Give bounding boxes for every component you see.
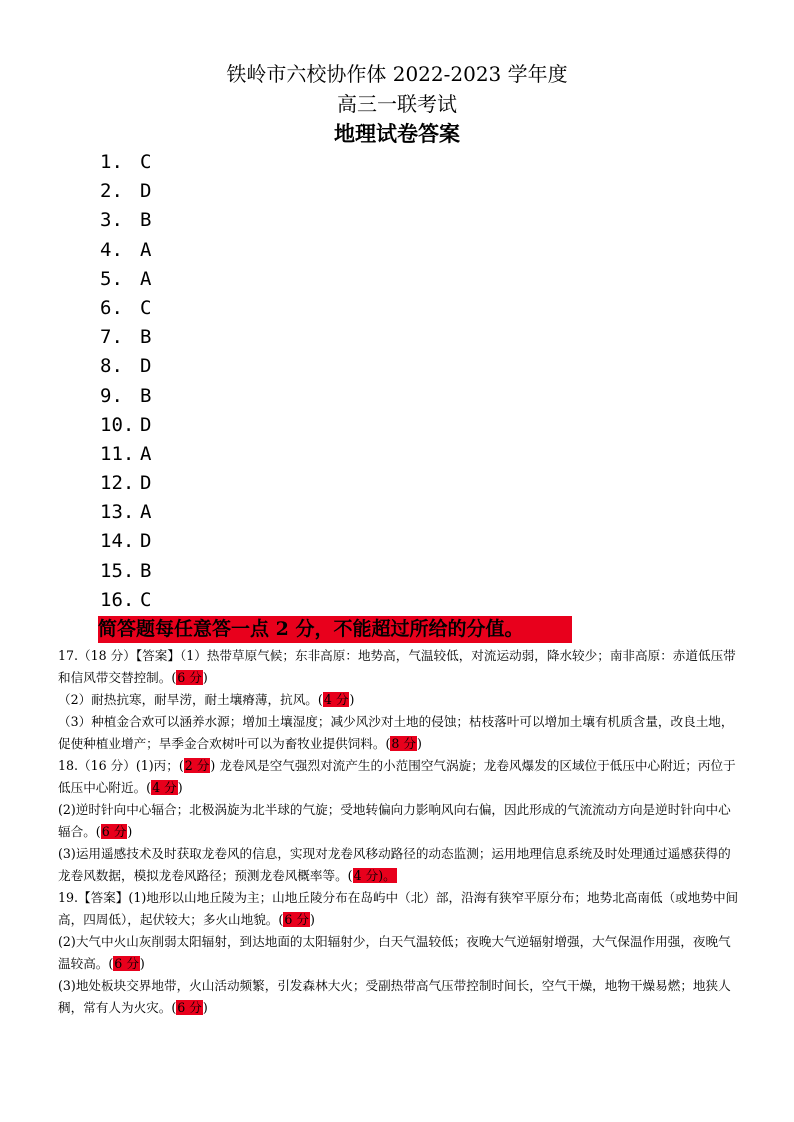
score-badge: 6 分 bbox=[177, 670, 202, 685]
mc-question-number: 2. bbox=[100, 180, 123, 203]
mc-question-number: 13. bbox=[100, 501, 135, 524]
question-17-answer bbox=[58, 645, 742, 755]
mc-answer-letter: B bbox=[140, 326, 152, 349]
score-badge: 8 分 bbox=[391, 736, 416, 751]
mc-question-number: 5. bbox=[100, 267, 123, 290]
multiple-choice-answer-list bbox=[100, 148, 151, 615]
score-badge: 2 分 bbox=[184, 758, 210, 773]
q19-part2: (2)大气中火山灰削弱太阳辐射，到达地面的太阳辐射少，白天气温较低；夜晚大气逆辐射增强，大气保温作用强，夜晚气温较高。(6 分) bbox=[58, 934, 731, 971]
mc-answer-item bbox=[100, 177, 151, 206]
mc-answer-item bbox=[100, 294, 151, 323]
mc-question-number: 15. bbox=[100, 559, 135, 582]
mc-answer-letter: D bbox=[140, 472, 152, 495]
q18-part3: (3)运用遥感技术及时获取龙卷风的信息，实现对龙卷风移动路径的动态监测；运用地理信息系统及时处理通过遥感获得的龙卷风数据，模拟龙卷风路径；预测龙卷风概率等。(4 分)。 bbox=[58, 846, 731, 883]
mc-answer-letter: C bbox=[140, 296, 152, 319]
mc-answer-letter: B bbox=[140, 209, 152, 232]
mc-answer-letter: B bbox=[140, 559, 152, 582]
score-badge: 6 分 bbox=[177, 1000, 202, 1015]
q17-part2: （2）耐热抗寒，耐旱涝，耐土壤瘠薄，抗风。(4 分) bbox=[58, 692, 355, 707]
mc-answer-item bbox=[100, 586, 151, 615]
question-19-answer bbox=[58, 887, 742, 1019]
mc-answer-item bbox=[100, 352, 151, 381]
mc-answer-letter: C bbox=[140, 588, 152, 611]
mc-answer-item bbox=[100, 469, 151, 498]
score-badge: 6 分 bbox=[284, 912, 309, 927]
q18-part2: (2)逆时针向中心辐合；北极涡旋为北半球的气旋；受地转偏向力影响风向右偏，因此形成的气流流动方向是逆时针向中心辐合。(6 分) bbox=[58, 802, 731, 839]
score-badge: 4 分 bbox=[152, 780, 177, 795]
mc-question-number: 8. bbox=[100, 355, 123, 378]
mc-answer-letter: A bbox=[140, 238, 152, 261]
header-exam-line: 高三一联考试 bbox=[337, 92, 457, 116]
mc-answer-item bbox=[100, 557, 151, 586]
mc-question-number: 4. bbox=[100, 238, 123, 261]
mc-answer-letter: A bbox=[140, 442, 152, 465]
mc-question-number: 12. bbox=[100, 472, 135, 495]
score-badge: 4 分)。 bbox=[353, 868, 396, 883]
mc-question-number: 11. bbox=[100, 442, 135, 465]
mc-answer-letter: D bbox=[140, 530, 152, 553]
score-badge: 6 分 bbox=[114, 956, 139, 971]
header-school-line: 铁岭市六校协作体 2022-2023 学年度 bbox=[226, 62, 568, 86]
mc-answer-item bbox=[100, 498, 151, 527]
mc-question-number: 7. bbox=[100, 326, 123, 349]
mc-answer-item bbox=[100, 382, 151, 411]
mc-answer-item bbox=[100, 527, 151, 556]
score-badge: 6 分 bbox=[101, 824, 127, 839]
mc-answer-letter: A bbox=[140, 267, 152, 290]
q17-part3: （3）种植金合欢可以涵养水源；增加土壤湿度；减少风沙对土地的侵蚀；枯枝落叶可以增加土壤有机质含量，改良土地，促使种植业增产；旱季金合欢树叶可以为畜牧业提供饲料。(8 分) bbox=[58, 714, 734, 751]
header-subject-title: 地理试卷答案 bbox=[334, 121, 460, 146]
mc-question-number: 14. bbox=[100, 530, 135, 553]
score-badge: 4 分 bbox=[323, 692, 349, 707]
mc-question-number: 10. bbox=[100, 413, 135, 436]
mc-answer-item bbox=[100, 265, 151, 294]
mc-answer-item bbox=[100, 411, 151, 440]
mc-answer-item bbox=[100, 440, 151, 469]
mc-question-number: 6. bbox=[100, 296, 123, 319]
mc-answer-letter: B bbox=[140, 384, 152, 407]
mc-answer-letter: D bbox=[140, 355, 152, 378]
scoring-rule-banner: 简答题每任意答一点 2 分，不能超过所给的分值。 bbox=[98, 616, 572, 643]
mc-answer-letter: D bbox=[140, 180, 152, 203]
mc-answer-letter: A bbox=[140, 501, 152, 524]
question-18-answer bbox=[58, 755, 742, 887]
mc-answer-item bbox=[100, 206, 151, 235]
mc-question-number: 3. bbox=[100, 209, 123, 232]
mc-question-number: 16. bbox=[100, 588, 135, 611]
mc-answer-letter: D bbox=[140, 413, 152, 436]
q19-part1: 19.【答案】(1)地形以山地丘陵为主；山地丘陵分布在岛屿中（北）部，沿海有狭窄平原分布；地势北高南低（或地势中间高，四周低），起伏较大；多火山地貌。(6 分) bbox=[58, 890, 739, 927]
mc-answer-letter: C bbox=[140, 151, 152, 173]
mc-answer-item bbox=[100, 148, 151, 177]
mc-answer-item bbox=[100, 236, 151, 265]
mc-question-number: 9. bbox=[100, 384, 123, 407]
mc-answer-item bbox=[100, 323, 151, 352]
q19-part3: (3)地处板块交界地带，火山活动频繁，引发森林大火；受副热带高气压带控制时间长，空气干燥，地物干燥易燃；地狭人稠，常有人为火灾。(6 分) bbox=[58, 978, 731, 1015]
q17-part1: 17.（18 分）【答案】（1）热带草原气候；东非高原：地势高，气温较低，对流运动弱，降水较少；南非高原：赤道低压带和信风带交替控制。(6 分) bbox=[58, 648, 736, 685]
q18-part1: 18.（16 分）(1)丙；(2 分) 龙卷风是空气强烈对流产生的小范围空气涡旋；龙卷风爆发的区域位于低压中心附近；丙位于低压中心附近。(4 分) bbox=[58, 758, 736, 795]
mc-question-number: 1. bbox=[100, 151, 123, 173]
